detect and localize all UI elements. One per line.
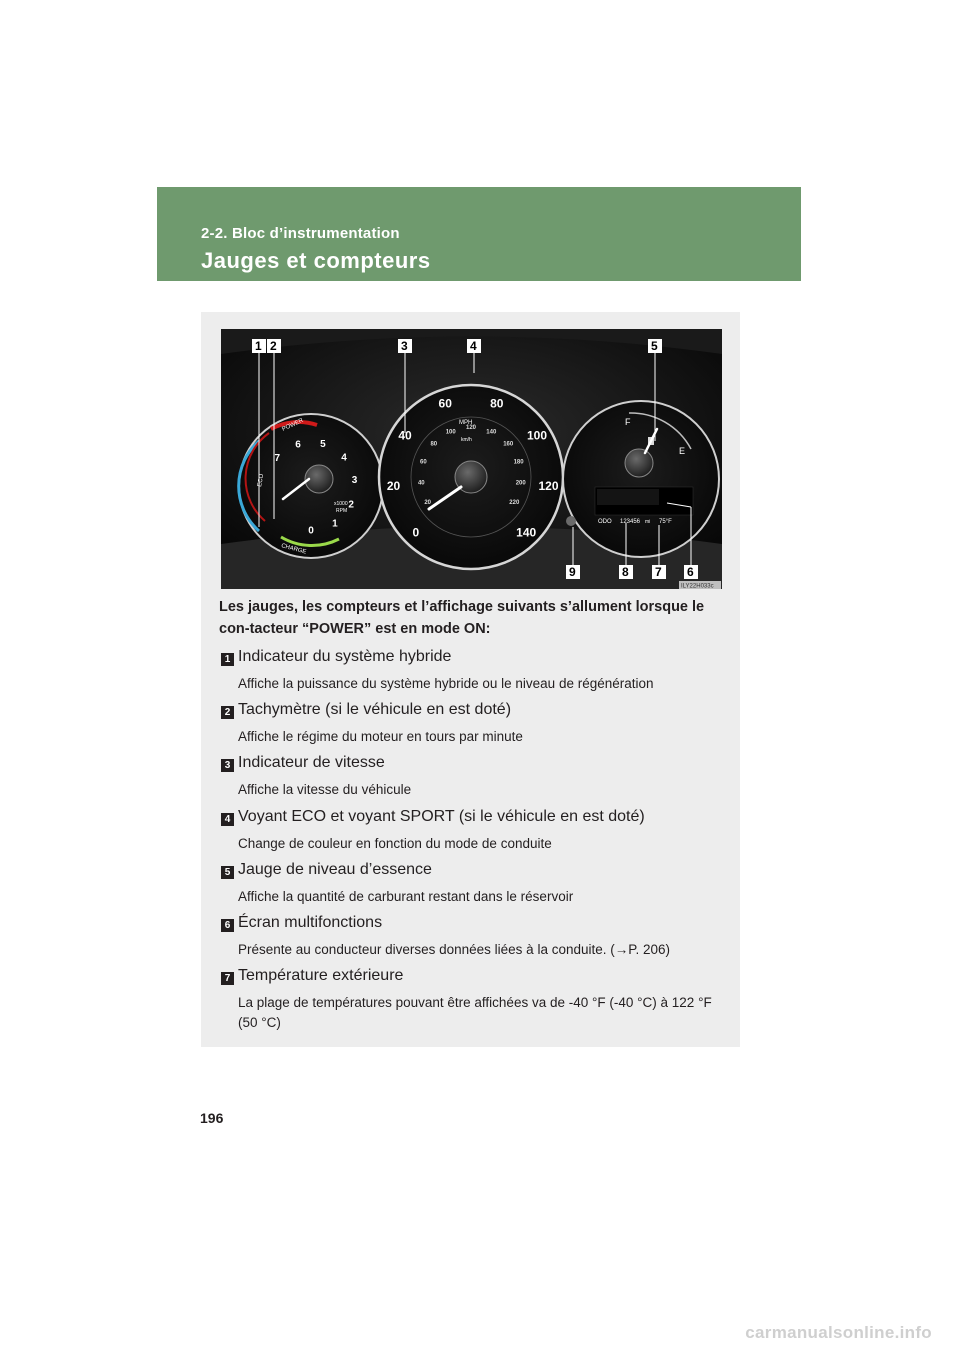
item-number: 2 xyxy=(221,706,234,719)
item-description: Change de couleur en fonction du mode de conduite xyxy=(238,836,552,851)
item-description: Présente au conducteur diverses données liées à la conduite. (→P. 206) xyxy=(238,942,671,957)
speed-tick-mph: 20 xyxy=(386,478,401,493)
speed-tick-kmh: 200 xyxy=(515,480,526,487)
mph-label: MPH xyxy=(459,420,473,426)
item-number: 7 xyxy=(221,972,234,985)
rpm-tick: 6 xyxy=(295,439,301,451)
speed-tick-kmh: 220 xyxy=(509,500,520,507)
power-gauge xyxy=(239,414,383,558)
speedometer xyxy=(379,385,563,569)
speed-tick-mph: 120 xyxy=(538,478,559,493)
item-description: Affiche la puissance du système hybride ou le niveau de régénération xyxy=(238,676,654,691)
callout-6: 6 xyxy=(687,565,694,579)
intro-text: Les jauges, les compteurs et l’affichage suivants s’allument lorsque le con-tacteur “POWER” est en mode ON: xyxy=(219,599,705,637)
rpm-tick: 2 xyxy=(348,499,354,511)
callout-9: 9 xyxy=(569,565,576,579)
speed-tick-kmh: 80 xyxy=(430,441,438,448)
item-number: 5 xyxy=(221,866,234,879)
item-description: Affiche la quantité de carburant restant dans le réservoir xyxy=(238,889,574,904)
speed-tick-mph: 140 xyxy=(516,525,537,540)
callout-7: 7 xyxy=(655,565,662,579)
speed-tick-mph: 100 xyxy=(526,428,548,443)
x1000-label: x1000 xyxy=(334,501,348,507)
section-label: 2-2. Bloc d’instrumentation xyxy=(201,225,400,242)
item-title: Température extérieure xyxy=(238,967,404,984)
odo-label: ODO xyxy=(598,519,612,525)
page-number: 196 xyxy=(200,1110,224,1126)
item-title: Tachymètre (si le véhicule en est doté) xyxy=(238,701,512,718)
watermark: carmanualsonline.info xyxy=(745,1323,932,1342)
item-title: Écran multifonctions xyxy=(238,914,383,931)
power-label: POWER xyxy=(281,417,305,433)
section-header xyxy=(157,187,801,281)
speed-tick-kmh: 40 xyxy=(417,480,425,487)
item-title: Indicateur du système hybride xyxy=(238,648,452,665)
speed-tick-kmh: 180 xyxy=(513,459,524,466)
rpm-tick: 1 xyxy=(332,518,338,530)
callout-3: 3 xyxy=(401,339,408,353)
speed-tick-mph: 60 xyxy=(438,396,452,411)
fuel-empty-label: E xyxy=(679,446,686,456)
speed-tick-mph: 80 xyxy=(490,396,504,411)
instrument-cluster-figure xyxy=(221,329,722,589)
item-number: 3 xyxy=(221,759,234,772)
item-description: La plage de températures pouvant être affichées va de -40 °F (-40 °C) à 122 °F (50 °C) xyxy=(238,995,712,1030)
callout-5: 5 xyxy=(651,339,658,353)
callout-4: 4 xyxy=(470,339,477,353)
speed-tick-kmh: 160 xyxy=(503,441,514,448)
speed-tick-kmh: 120 xyxy=(465,425,477,432)
speed-tick-kmh: 20 xyxy=(424,500,432,507)
speed-tick-mph: 40 xyxy=(398,428,412,443)
outside-temp-readout: 75°F xyxy=(659,519,672,525)
item-title: Voyant ECO et voyant SPORT (si le véhicule en est doté) xyxy=(238,808,645,825)
rpm-tick: 4 xyxy=(341,452,347,464)
figure-code: ILY22H033c xyxy=(681,583,714,589)
rpm-tick: 0 xyxy=(308,525,314,537)
item-description: Affiche le régime du moteur en tours par minute xyxy=(238,729,523,744)
odo-value: 123456 xyxy=(620,519,641,525)
item-number: 4 xyxy=(221,813,234,826)
rpm-tick: 3 xyxy=(351,474,358,486)
eco-label: ECO xyxy=(257,473,266,488)
odo-unit: mi xyxy=(645,519,651,525)
rpm-label: RPM xyxy=(336,508,348,514)
callout-1: 1 xyxy=(255,339,262,353)
fuel-full-label: F xyxy=(625,417,631,427)
fuel-gauge xyxy=(563,401,719,557)
indicator-light xyxy=(566,516,576,526)
item-number: 6 xyxy=(221,919,234,932)
speed-tick-kmh: 100 xyxy=(445,429,456,436)
charge-label: CHARGE xyxy=(280,543,307,556)
rpm-tick: 7 xyxy=(274,453,281,465)
speed-tick-kmh: 60 xyxy=(420,459,427,466)
content-panel xyxy=(201,312,740,1047)
speed-tick-mph: 0 xyxy=(412,525,420,540)
speed-tick-kmh: 140 xyxy=(486,429,497,436)
rpm-tick: 5 xyxy=(320,439,326,451)
item-number: 1 xyxy=(221,653,234,666)
callout-8: 8 xyxy=(622,565,629,579)
item-title: Jauge de niveau d’essence xyxy=(238,861,432,878)
page-title: Jauges et compteurs xyxy=(201,248,431,273)
item-title: Indicateur de vitesse xyxy=(238,754,385,771)
kmh-label: km/h xyxy=(461,437,472,443)
callout-2: 2 xyxy=(270,339,277,353)
item-description: Affiche la vitesse du véhicule xyxy=(238,782,412,797)
